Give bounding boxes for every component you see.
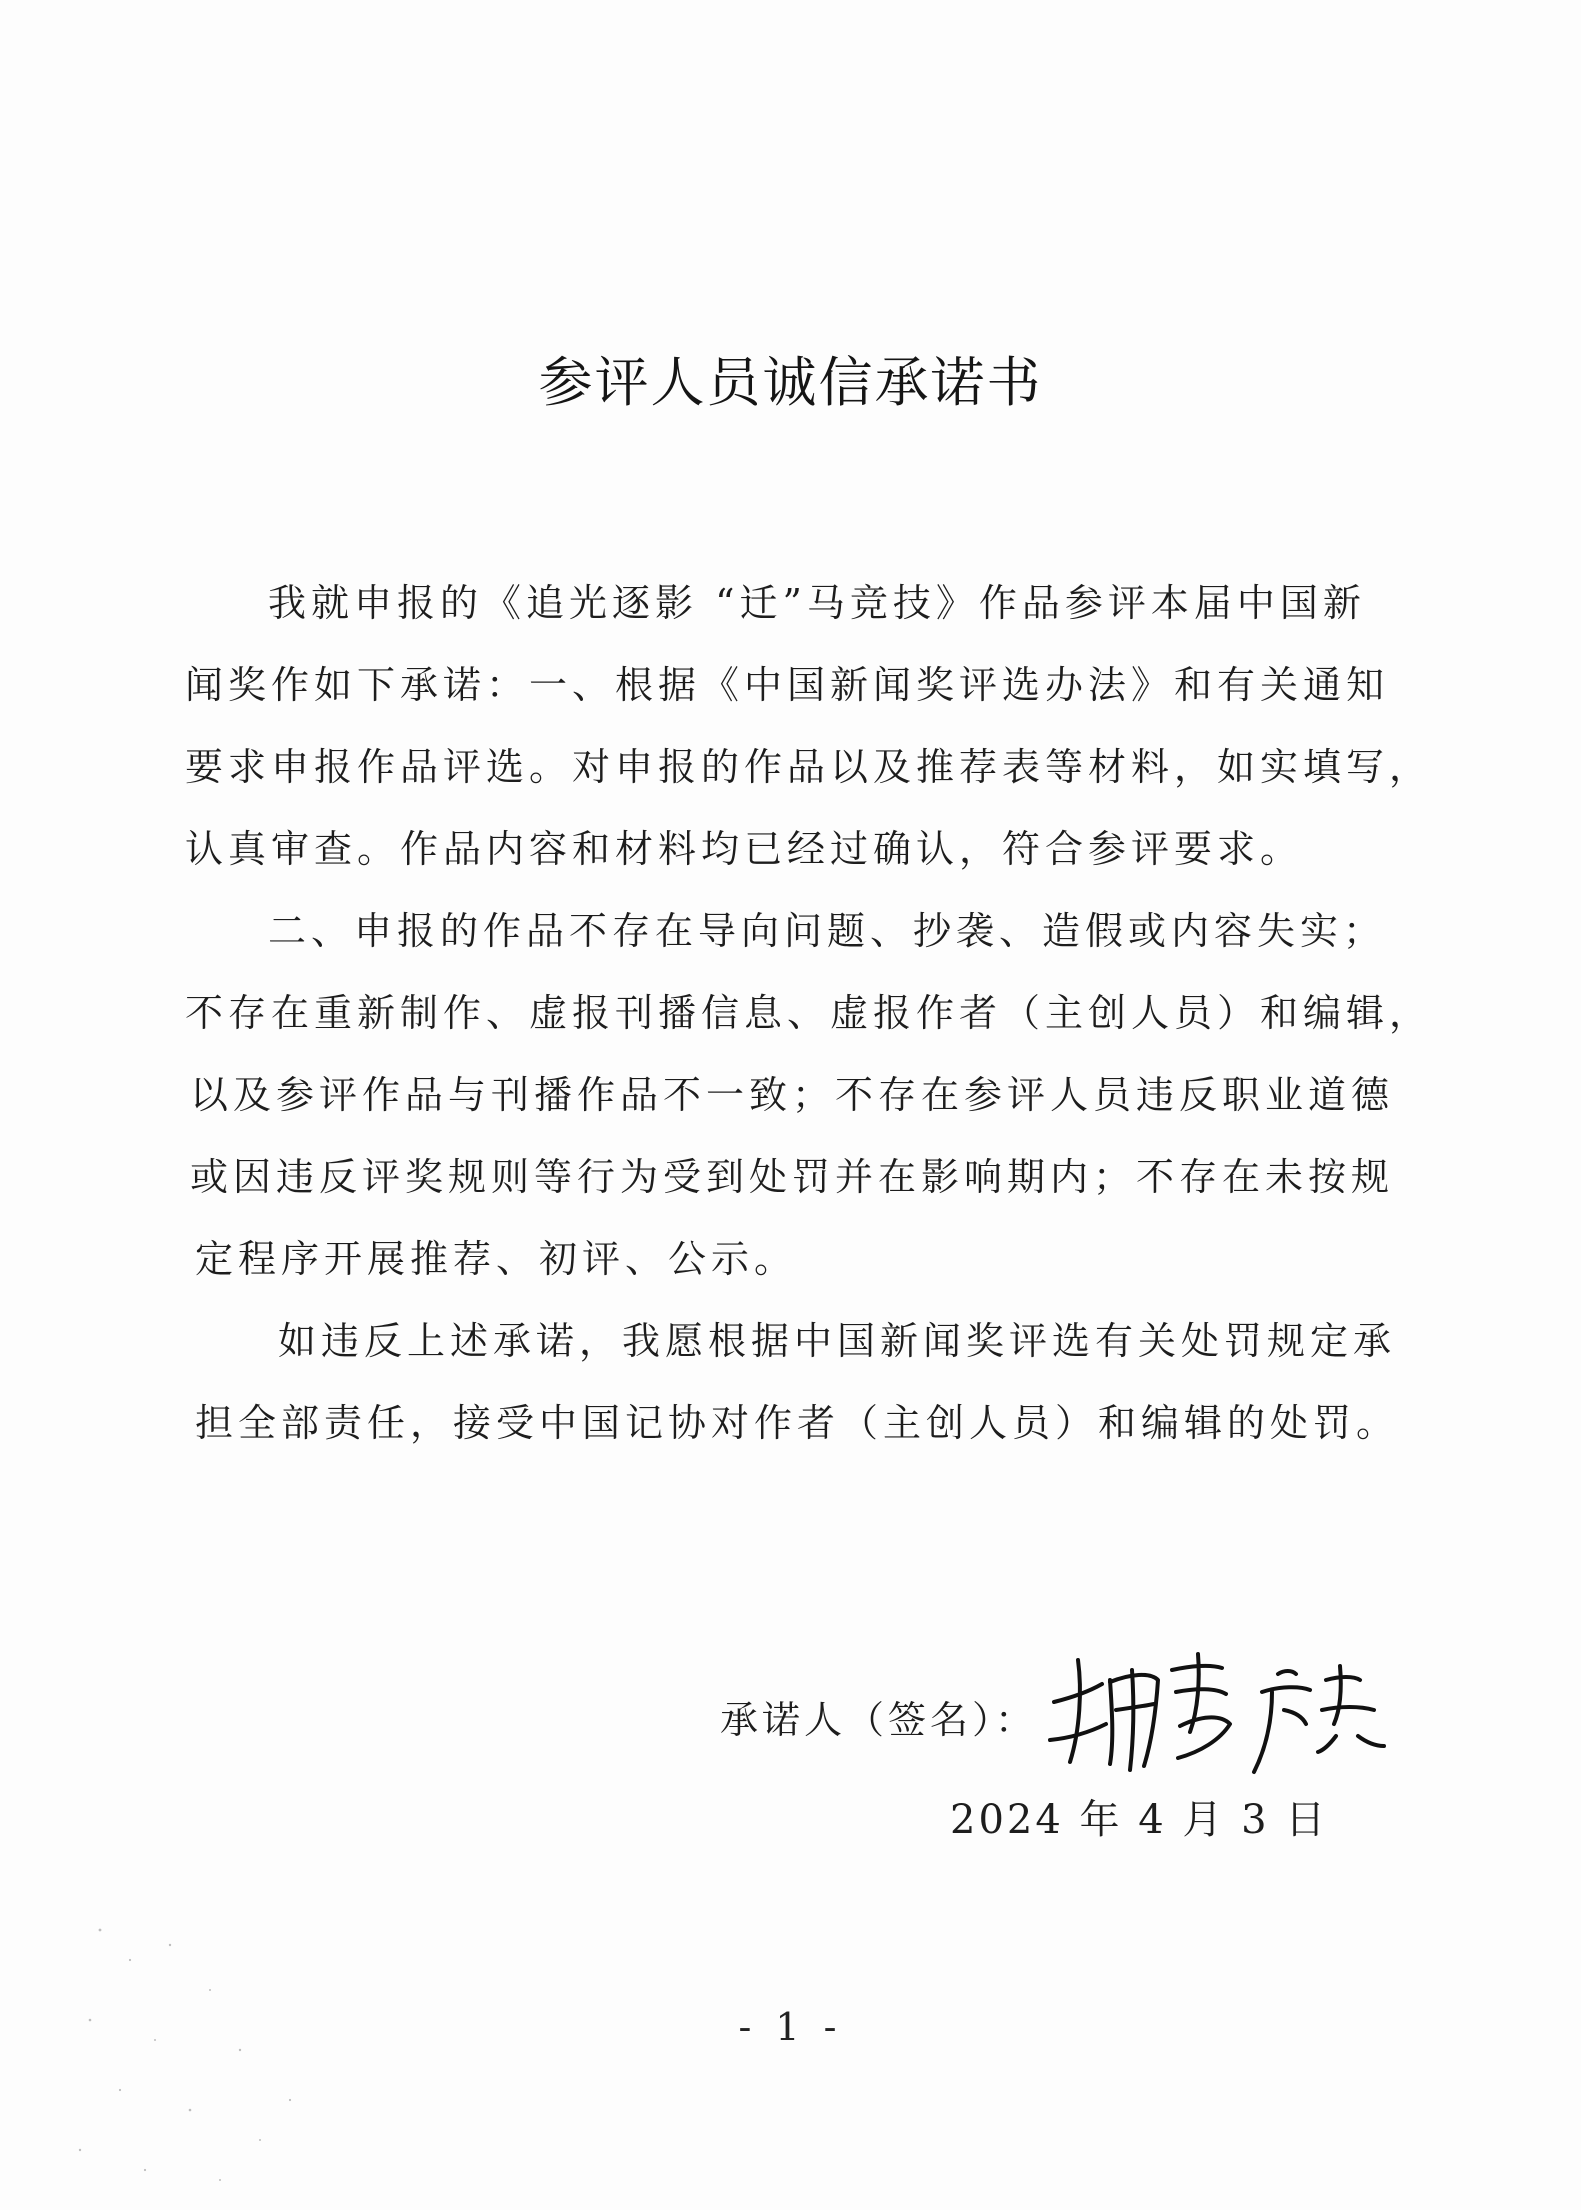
- signature-label: 承诺人（签名）：: [720, 1698, 1038, 1742]
- paragraph-line: 以及参评作品与刊播作品不一致；不存在参评人员违反职业道德: [190, 1073, 1395, 1117]
- paragraph-line: 担全部责任，接受中国记协对作者（主创人员）和编辑的处罚。: [195, 1401, 1400, 1445]
- paragraph-line: 如违反上述承诺，我愿根据中国新闻奖评选有关处罚规定承: [278, 1319, 1397, 1363]
- signature-date: 2024 年 4 月 3 日: [950, 1797, 1329, 1843]
- paragraph-line: 或因违反评奖规则等行为受到处罚并在影响期内；不存在未按规: [190, 1155, 1395, 1199]
- paragraph-line: 不存在重新制作、虚报刊播信息、虚报作者（主创人员）和编辑，: [185, 991, 1433, 1035]
- paragraph-line: 要求申报作品评选。对申报的作品以及推荐表等材料，如实填写，: [185, 745, 1433, 789]
- paragraph-line: 定程序开展推荐、初评、公示。: [195, 1237, 798, 1281]
- paragraph-line: 闻奖作如下承诺：一、根据《中国新闻奖评选办法》和有关通知: [185, 663, 1390, 707]
- page-number: - 1 -: [738, 2005, 843, 2049]
- paragraph-line: 我就申报的《追光逐影 “迁”马竞技》作品参评本届中国新: [268, 581, 1366, 625]
- handwritten-signature: [1040, 1640, 1400, 1780]
- document-title: 参评人员诚信承诺书: [538, 351, 1043, 414]
- paragraph-line: 二、申报的作品不存在导向问题、抄袭、造假或内容失实；: [268, 909, 1387, 953]
- paragraph-line: 认真审查。作品内容和材料均已经过确认，符合参评要求。: [185, 827, 1304, 871]
- scan-noise: [60, 1900, 320, 2200]
